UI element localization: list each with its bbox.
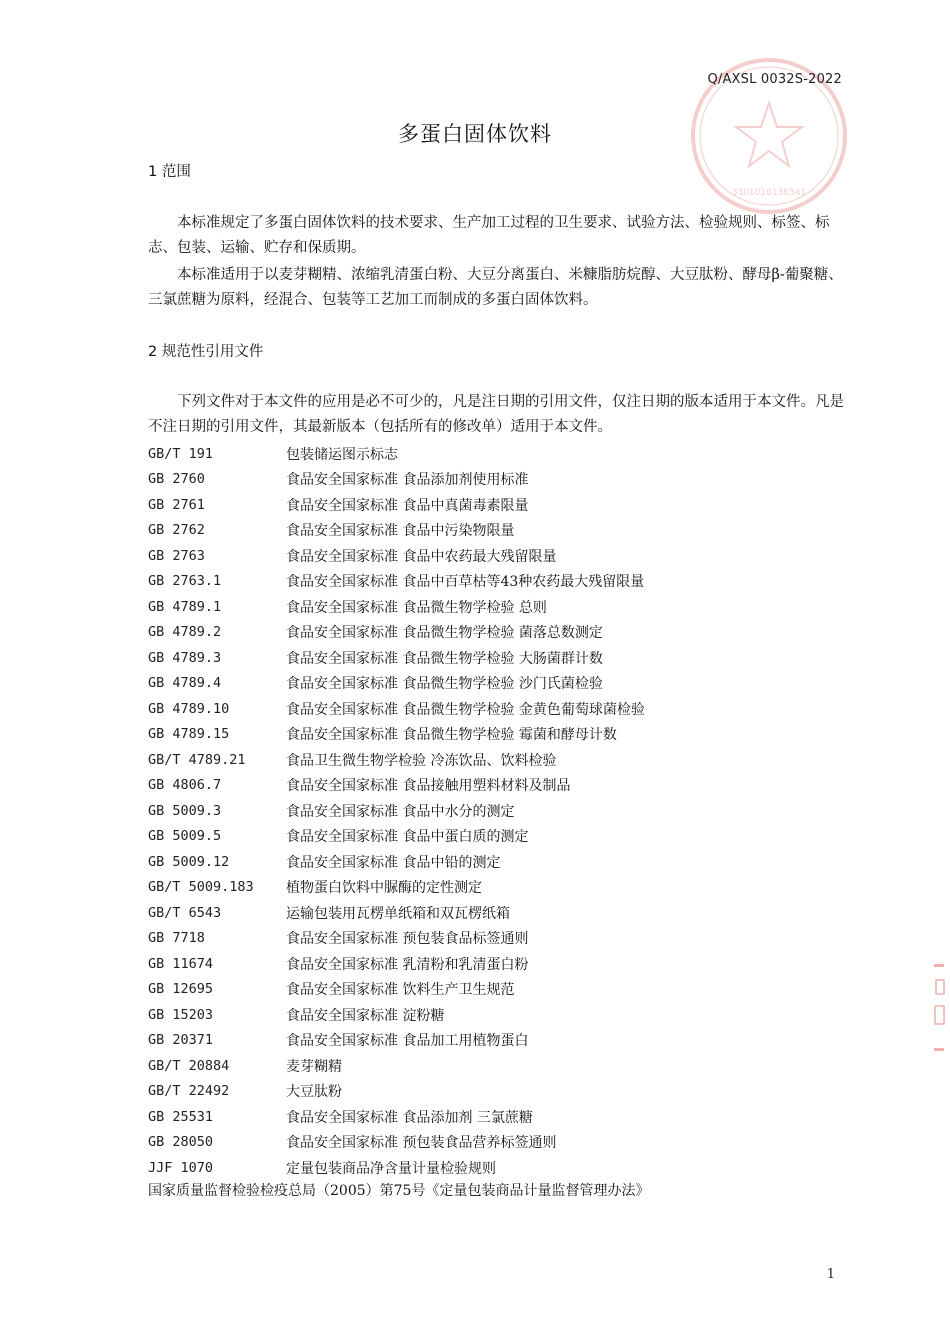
page-number: 1	[826, 1267, 835, 1282]
reference-title: 定量包装商品净含量计量检验规则	[286, 1160, 496, 1177]
reference-code: GB 4789.4	[148, 675, 222, 692]
reference-item	[148, 722, 848, 748]
reference-code: GB 4789.15	[148, 726, 230, 743]
reference-item	[148, 798, 848, 824]
document-title: 多蛋白固体饮料	[398, 122, 552, 146]
reference-code: JJF 1070	[148, 1159, 214, 1176]
reference-item	[148, 977, 848, 1003]
reference-title: 食品安全国家标准 食品微生物学检验 金黄色葡萄球菌检验	[286, 701, 645, 718]
reference-title: 食品安全国家标准 食品中铅的测定	[286, 854, 501, 871]
reference-item	[148, 1079, 848, 1105]
reference-item	[148, 467, 848, 493]
reference-item	[148, 696, 848, 722]
section-heading-scope: 1 范围	[148, 164, 191, 180]
reference-item	[148, 569, 848, 595]
reference-code: GB 12695	[148, 981, 214, 998]
reference-item	[148, 441, 848, 467]
reference-title: 植物蛋白饮料中脲酶的定性测定	[286, 880, 482, 897]
reference-code: GB/T 4789.21	[148, 751, 246, 768]
document-code: Q/AXSL 0032S-2022	[707, 72, 842, 87]
reference-code: GB 5009.5	[148, 828, 222, 845]
reference-item	[148, 671, 848, 697]
reference-item	[148, 594, 848, 620]
edge-stamp-fragment	[932, 960, 946, 1056]
reference-code: GB 2761	[148, 496, 205, 513]
reference-list	[148, 441, 848, 1181]
reference-title: 食品安全国家标准 预包装食品营养标签通则	[286, 1135, 557, 1152]
reference-title: 食品安全国家标准 淀粉糖	[286, 1007, 445, 1024]
reference-item	[148, 1002, 848, 1028]
reference-item	[148, 492, 848, 518]
reference-item	[148, 620, 848, 646]
reference-item	[148, 951, 848, 977]
reference-code: GB 4789.1	[148, 598, 222, 615]
reference-title: 食品安全国家标准 饮料生产卫生规范	[286, 982, 515, 999]
reference-code: GB 20371	[148, 1032, 214, 1049]
reference-title: 包装储运图示标志	[286, 446, 398, 463]
reference-code: GB 15203	[148, 1006, 214, 1023]
reference-item	[148, 773, 848, 799]
reference-item	[148, 1130, 848, 1156]
references-intro-paragraph: 下列文件对于本文件的应用是必不可少的，凡是注日期的引用文件，仅注日期的版本适用于本文件。凡是不注日期的引用文件，其最新版本（包括所有的修改单）适用于本文件。	[148, 394, 844, 435]
reference-code: GB 2763	[148, 547, 205, 564]
reference-title: 食品安全国家标准 食品中蛋白质的测定	[286, 829, 529, 846]
reference-item	[148, 1104, 848, 1130]
reference-title: 大豆肽粉	[286, 1084, 342, 1101]
reference-code: GB 28050	[148, 1134, 214, 1151]
reference-title: 食品安全国家标准 食品微生物学检验 沙门氏菌检验	[286, 676, 603, 693]
reference-item	[148, 1053, 848, 1079]
reference-title: 食品安全国家标准 乳清粉和乳清蛋白粉	[286, 956, 529, 973]
reference-regulation: 国家质量监督检验检疫总局（2005）第75号《定量包装商品计量监督管理办法》	[148, 1183, 650, 1199]
reference-title: 食品安全国家标准 食品中水分的测定	[286, 803, 515, 820]
reference-title: 食品卫生微生物学检验 冷冻饮品、饮料检验	[286, 752, 557, 769]
reference-code: GB 4789.2	[148, 624, 222, 641]
reference-title: 食品安全国家标准 食品添加剂 三氯蔗糖	[286, 1109, 533, 1126]
reference-code: GB/T 20884	[148, 1057, 230, 1074]
reference-title: 食品安全国家标准 预包装食品标签通则	[286, 931, 529, 948]
reference-item	[148, 1155, 848, 1181]
reference-title: 食品安全国家标准 食品接触用塑料材料及制品	[286, 778, 571, 795]
reference-title: 食品安全国家标准 食品中农药最大残留限量	[286, 548, 557, 565]
reference-item	[148, 900, 848, 926]
section-heading-normative-references: 2 规范性引用文件	[148, 344, 264, 360]
reference-item	[148, 1028, 848, 1054]
scope-paragraph-1: 本标准规定了多蛋白固体饮料的技术要求、生产加工过程的卫生要求、试验方法、检验规则、标签、标志、包装、运输、贮存和保质期。	[148, 215, 830, 256]
reference-title: 食品安全国家标准 食品中真菌毒素限量	[286, 497, 529, 514]
reference-title: 麦芽糊精	[286, 1058, 342, 1075]
reference-title: 食品安全国家标准 食品微生物学检验 菌落总数测定	[286, 625, 603, 642]
reference-code: GB 25531	[148, 1108, 214, 1125]
reference-item	[148, 824, 848, 850]
reference-code: GB 2763.1	[148, 573, 222, 590]
reference-code: GB/T 6543	[148, 904, 222, 921]
reference-code: GB 4806.7	[148, 777, 222, 794]
reference-code: GB/T 191	[148, 445, 214, 462]
reference-title: 食品安全国家标准 食品添加剂使用标准	[286, 472, 529, 489]
reference-code: GB 2760	[148, 471, 205, 488]
reference-item	[148, 875, 848, 901]
reference-item	[148, 747, 848, 773]
reference-code: GB 4789.10	[148, 700, 230, 717]
reference-code: GB 4789.3	[148, 649, 222, 666]
reference-code: GB 2762	[148, 522, 205, 539]
reference-title: 食品安全国家标准 食品加工用植物蛋白	[286, 1033, 529, 1050]
reference-title: 食品安全国家标准 食品中污染物限量	[286, 523, 515, 540]
scope-paragraph-2: 本标准适用于以麦芽糊精、浓缩乳清蛋白粉、大豆分离蛋白、米糠脂肪烷醇、大豆肽粉、酵母β-葡聚糖、三氯蔗糖为原料，经混合、包装等工艺加工而制成的多蛋白固体饮料。	[148, 267, 843, 308]
reference-code: GB/T 5009.183	[148, 879, 254, 896]
reference-title: 食品安全国家标准 食品微生物学检验 大肠菌群计数	[286, 650, 603, 667]
reference-item	[148, 926, 848, 952]
reference-title: 运输包装用瓦楞单纸箱和双瓦楞纸箱	[286, 905, 510, 922]
reference-code: GB 5009.3	[148, 802, 222, 819]
reference-code: GB 7718	[148, 930, 205, 947]
reference-title: 食品安全国家标准 食品中百草枯等43种农药最大残留限量	[286, 574, 645, 591]
reference-code: GB 11674	[148, 955, 214, 972]
reference-item	[148, 518, 848, 544]
reference-title: 食品安全国家标准 食品微生物学检验 总则	[286, 599, 547, 616]
reference-title: 食品安全国家标准 食品微生物学检验 霉菌和酵母计数	[286, 727, 617, 744]
reference-item	[148, 849, 848, 875]
svg-text:3301010136541: 3301010136541	[731, 188, 807, 198]
reference-code: GB/T 22492	[148, 1083, 230, 1100]
reference-code: GB 5009.12	[148, 853, 230, 870]
reference-item	[148, 645, 848, 671]
reference-item	[148, 543, 848, 569]
